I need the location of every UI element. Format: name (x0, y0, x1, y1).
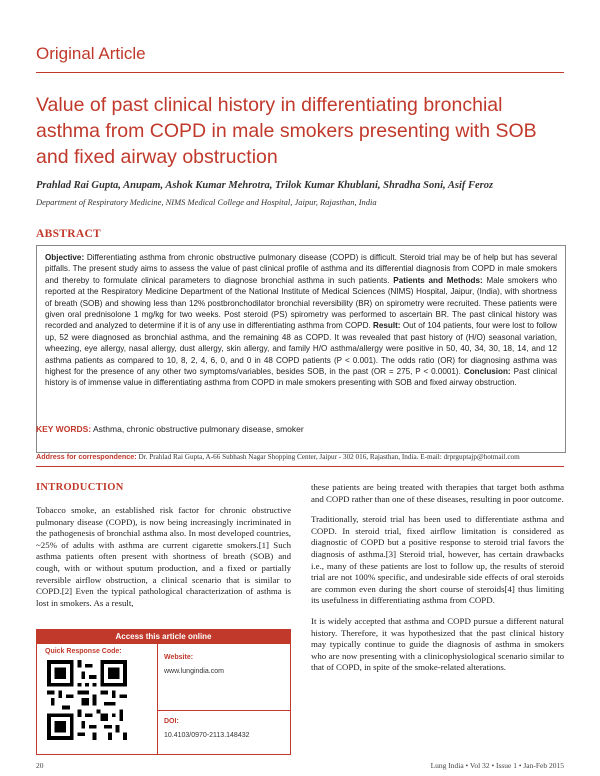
access-online-box (36, 629, 291, 755)
intro-paragraph-4: It is widely accepted that asthma and COPD pursue a different natural history. Therefore, it was hypothesized that the past clinical history may typically continue to guide the diagnosis of asthma in smokers who are now presenting with a clinicophysiological scenario similar to that of COPD, in spite of the smoke-related alterations. (311, 615, 564, 673)
objective-text: Differentiating asthma from chronic obstructive pulmonary disease (COPD) is difficult. Steroid trial may be of help but has several pitfalls. The present study aims to assess the value of past clinical profile of asthma and its differential diagnosis from COPD in male smokers and thereby to formulate clinical parameters to diagnose bronchial asthma in such patients. (45, 253, 558, 285)
affiliation: Department of Respiratory Medicine, NIMS Medical College and Hospital, Jaipur, Rajasthan, India (36, 197, 377, 207)
correspondence-label: Address for correspondence: (36, 452, 137, 461)
intro-paragraph-1: Tobacco smoke, an established risk factor for chronic obstructive pulmonary disease (COPD), is now being increasingly incriminated in the pathogenesis of bronchial asthma also. In most developed countries, ~25% of adults with asthma are current cigarette smokers.[1] Such asthma patients often present with shortness of breath (SOB) and cough, with or without sputum production, and a fixed or partially reversible airflow obstruction, a clinical scenario that is similar to COPD.[2] Even the typical pathological characterization of asthma is lost in smokers. As a result, (36, 505, 291, 608)
keywords-label: KEY WORDS: (36, 424, 92, 434)
page-number: 20 (36, 761, 44, 770)
correspondence-text: Dr. Prahlad Rai Gupta, A-66 Subhash Nagar Shopping Center, Jaipur - 302 016, Rajasthan, India. E-mail: drprguptajp@hotmail.com (138, 453, 520, 461)
result-label: Result: (373, 321, 401, 331)
doi-value[interactable]: 10.4103/0970-2113.148432 (164, 732, 250, 739)
journal-info: Lung India • Vol 32 • Issue 1 • Jan-Feb 2015 (430, 761, 564, 770)
intro-paragraph-3: Traditionally, steroid trial has been used to differentiate asthma and COPD. In steroid trial, fixed airflow limitation is considered as diagnostic of COPD but a positive response to steroid trial favors the diagnosis of asthma.[3] Steroid trial, however, has certain drawbacks i.e., many of these patients are lost to follow up, the results of steroid trial are not 100% specific, and undesirable side effects of oral steroids are common even during the short course of steroids[4] thus limiting its usefulness in differentiating asthma from COPD. (311, 514, 564, 606)
website-link[interactable]: www.lungindia.com (164, 668, 224, 675)
article-type: Original Article (36, 44, 146, 63)
intro-paragraph-2: these patients are being treated with therapies that target both asthma and COPD rather than one of these diseases, resulting in poor outcome. (311, 482, 564, 504)
methods-text: Male smokers who reported at the Respiratory Medicine Department of the National Institute of Medical Sciences (NIMS) Hospital, Jaipur, (India), with shortness of breath (SOB) and showing less than 12% postbronchodilator bronchial reversibility (BR) on spirometry were recruited. These patients were given oral prednisolone 1 mg/kg for two weeks. Post steroid (PS) spirometry was performed to ascertain BR. The past clinical history was recorded and analyzed to determine if it is of any use in differentiating asthma from COPD. (45, 275, 558, 331)
qr-label: Quick Response Code: (45, 648, 122, 655)
website-label: Website: (164, 654, 194, 661)
abstract-text (45, 252, 557, 389)
access-header: Access this article online (37, 630, 290, 644)
left-column (36, 505, 291, 618)
correspondence (36, 452, 572, 461)
introduction-heading: INTRODUCTION (36, 482, 124, 493)
conclusion-label: Conclusion: (463, 367, 511, 377)
result-text: Out of 104 patients, four were lost to follow up, 52 were diagnosed as bronchial asthma, and the remaining 48 as COPD. It was revealed that past history of (H/O) seasonal variation, wheezing, eye allergy, nasal allergy, dust allergy, skin allergy, and family H/O asthma/allergy were positive in 50, 40, 34, 30, 18, 14, and 12 asthma patients as compared to 10, 8, 2, 4, 6, 0, and 0 in 48 COPD patients (P < 0.001). The odds ratio (OR) for diagnosing asthma was highest for the presence of any other two symptoms/variables, besides SOB, in the past (OR = 275, P < 0.0001). (45, 321, 558, 377)
qr-code-icon (47, 660, 127, 740)
section-divider (36, 466, 564, 467)
access-vertical-divider (157, 644, 158, 755)
objective-label: Objective: (45, 253, 85, 262)
right-column (311, 482, 564, 683)
access-horizontal-divider (157, 710, 291, 711)
header-divider (36, 72, 564, 73)
article-title: Value of past clinical history in differentiating bronchial asthma from COPD in male smokers presenting with SOB and fixed airway obstruction (36, 94, 537, 168)
conclusion-text: Past clinical history is of immense value in differentiating asthma from COPD in male smokers presenting with SOB and fixed airway obstruction. (45, 367, 557, 388)
authors: Prahlad Rai Gupta, Anupam, Ashok Kumar Mehrotra, Trilok Kumar Khublani, Shradha Soni, Asif Feroz (36, 180, 494, 191)
abstract-heading: ABSTRACT (36, 228, 102, 240)
keywords-text: Asthma, chronic obstructive pulmonary disease, smoker (93, 424, 304, 434)
keywords (36, 424, 564, 434)
abstract-box (36, 245, 566, 453)
doi-label: DOI: (164, 718, 179, 725)
methods-label: Patients and Methods: (393, 275, 483, 285)
